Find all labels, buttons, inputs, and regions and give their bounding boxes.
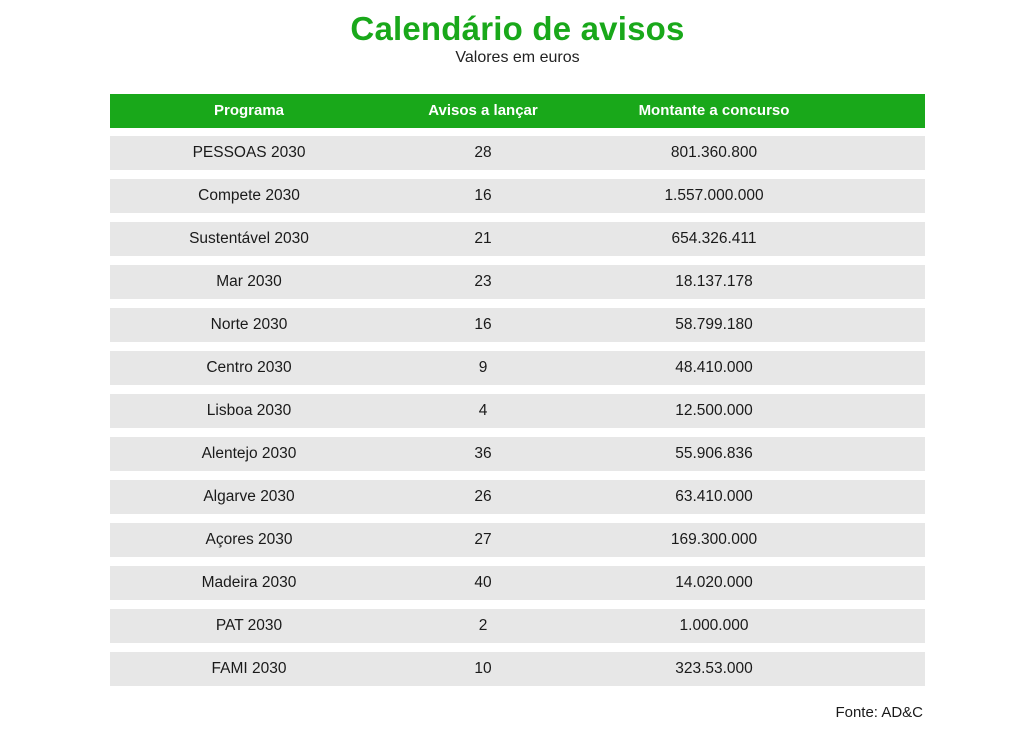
- cell-avisos: 16: [474, 316, 492, 333]
- cell-montante: 55.906.836: [675, 445, 753, 462]
- cell-programa: PAT 2030: [215, 617, 283, 634]
- cell-programa: Centro 2030: [206, 359, 292, 376]
- cell-montante: 58.799.180: [675, 316, 753, 333]
- table-header: [110, 94, 925, 128]
- table-row: [110, 566, 925, 600]
- table-row: [110, 480, 925, 514]
- cell-programa: FAMI 2030: [211, 660, 287, 677]
- page-subtitle: Valores em euros: [455, 49, 580, 66]
- cell-programa: Sustentável 2030: [189, 230, 309, 247]
- cell-programa: Madeira 2030: [201, 574, 297, 591]
- cell-programa: Alentejo 2030: [201, 445, 297, 462]
- cell-programa: Compete 2030: [198, 187, 300, 204]
- cell-programa: Mar 2030: [216, 273, 282, 290]
- table-row: [110, 609, 925, 643]
- cell-programa: Norte 2030: [210, 316, 288, 333]
- cell-avisos: 28: [474, 144, 492, 161]
- cell-avisos: 16: [474, 187, 492, 204]
- table-row: [110, 136, 925, 170]
- cell-montante: 18.137.178: [675, 273, 753, 290]
- column-header-avisos: Avisos a lançar: [428, 102, 538, 119]
- cell-avisos: 27: [474, 531, 492, 548]
- cell-montante: 323.53.000: [675, 660, 753, 677]
- table-row: [110, 179, 925, 213]
- cell-avisos: 40: [474, 574, 492, 591]
- cell-montante: 63.410.000: [675, 488, 753, 505]
- cell-montante: 1.557.000.000: [664, 187, 764, 204]
- cell-avisos: 36: [474, 445, 492, 462]
- cell-programa: Algarve 2030: [203, 488, 295, 505]
- page-title: Calendário de avisos: [350, 10, 685, 47]
- table-row: [110, 523, 925, 557]
- cell-avisos: 26: [474, 488, 492, 505]
- cell-programa: Açores 2030: [205, 531, 293, 548]
- column-header-montante: Montante a concurso: [638, 102, 790, 119]
- cell-montante: 12.500.000: [675, 402, 753, 419]
- table-row: [110, 652, 925, 686]
- cell-montante: 48.410.000: [675, 359, 753, 376]
- cell-montante: 801.360.800: [670, 144, 758, 161]
- cell-avisos: 10: [474, 660, 492, 677]
- table-row: [110, 265, 925, 299]
- cell-avisos: 23: [474, 273, 492, 290]
- table-row: [110, 351, 925, 385]
- cell-montante: 14.020.000: [675, 574, 753, 591]
- cell-montante: 654.326.411: [671, 230, 757, 247]
- table-row: [110, 308, 925, 342]
- table-row: [110, 222, 925, 256]
- cell-montante: 1.000.000: [679, 617, 749, 634]
- cell-programa: Lisboa 2030: [206, 402, 292, 419]
- table-row: [110, 437, 925, 471]
- source-note: Fonte: AD&C: [835, 704, 923, 721]
- cell-avisos: 2: [478, 617, 488, 634]
- table-body: [110, 136, 925, 695]
- cell-avisos: 21: [474, 230, 492, 247]
- cell-montante: 169.300.000: [670, 531, 758, 548]
- table-row: [110, 394, 925, 428]
- column-header-programa: Programa: [213, 102, 285, 119]
- cell-avisos: 9: [478, 359, 488, 376]
- cell-programa: PESSOAS 2030: [192, 144, 306, 161]
- cell-avisos: 4: [478, 402, 488, 419]
